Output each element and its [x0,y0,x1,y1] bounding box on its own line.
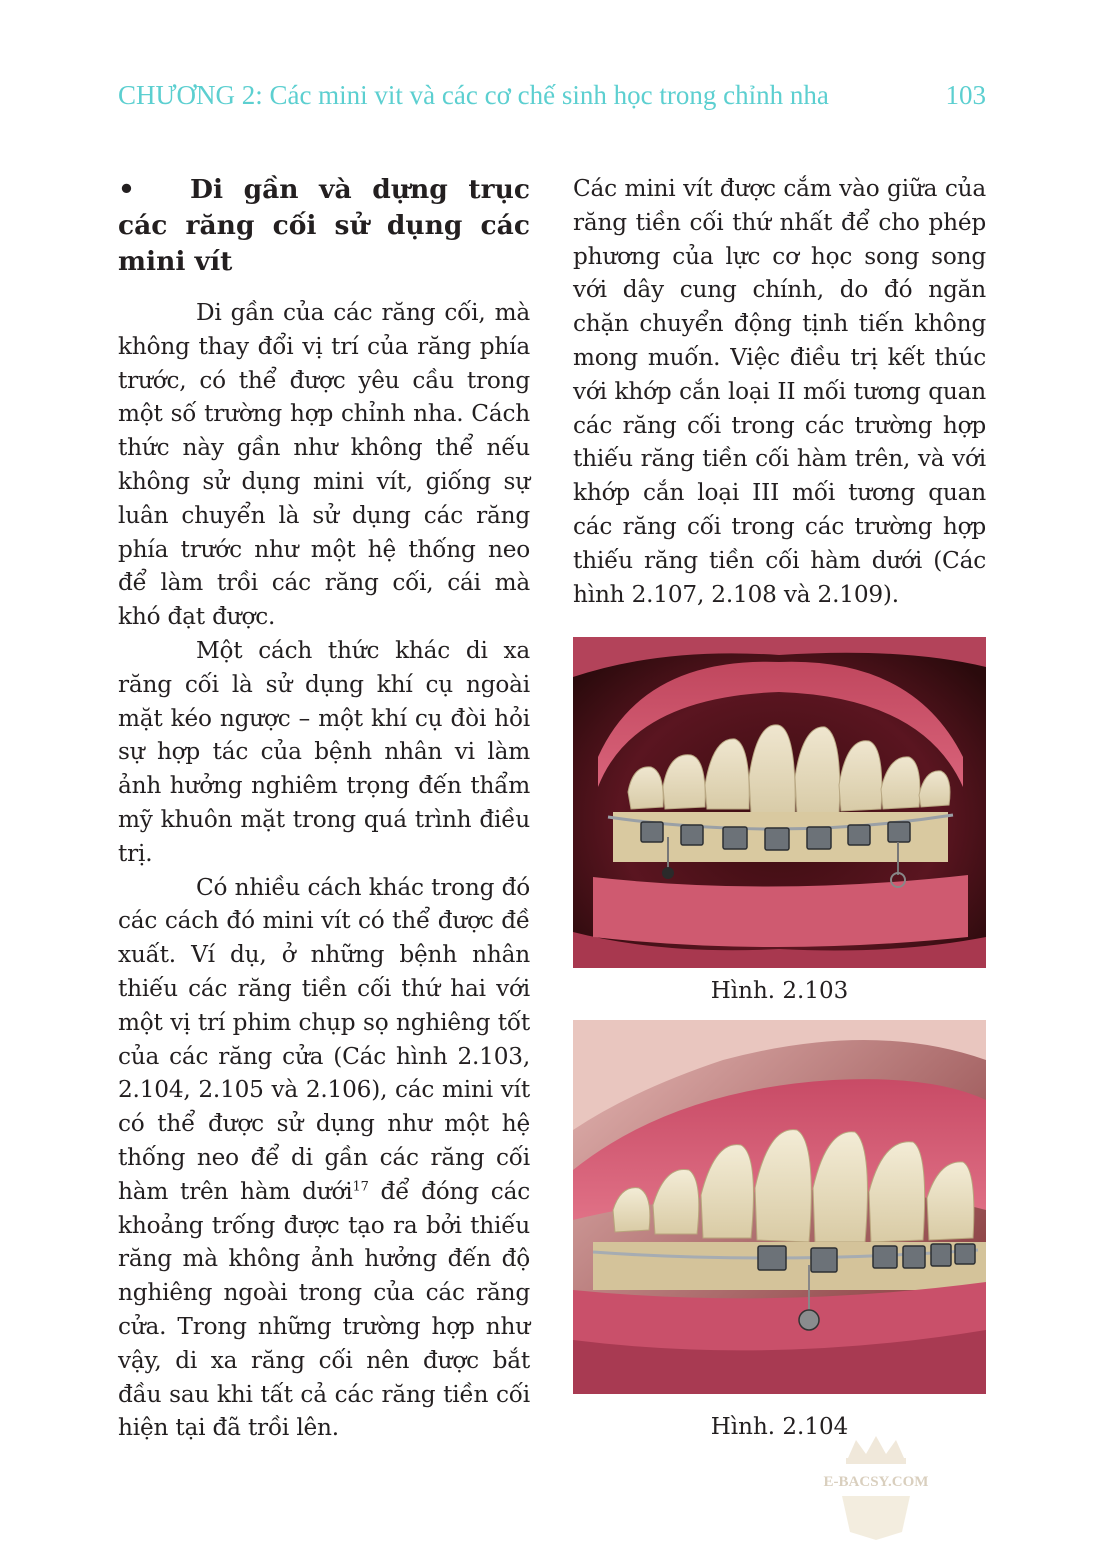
paragraph-3-part-b: để đóng các khoảng trống được tạo ra bởi thiếu răng mà không ảnh hưởng đến độ nghiêng ngoài trong của các răng cửa. Trong những trường hợp như vậy, di xa răng cối nên được bắt đầu sau khi tất cả các răng tiền cối hiện tại đã trồi lên. [118,1177,530,1442]
paragraph-1: Di gần của các răng cối, mà không thay đổi vị trí của răng phía trước, có thể được yêu cầu trong một số trường hợp chỉnh nha. Cách thức này gần như không thể nếu không sử dụng mini vít, giống sự luân chuyển là sử dụng các răng phía trước như một hệ thống neo để làm trồi các răng cối, cái mà khó đạt được. [118,299,530,631]
paragraph-3 [118,871,530,1446]
section-heading-text: Di gần và dựng trục các răng cối sử dụng các mini vít [118,174,530,277]
lateral-teeth-photo [573,1020,986,1394]
figure-2-104-caption: Hình. 2.104 [710,1414,849,1440]
running-header [118,80,986,120]
chapter-title: CHƯƠNG 2: Các mini vit và các cơ chế sinh học trong chỉnh nha [118,80,829,110]
figure-2-103-photo [573,637,986,968]
watermark-text: E-BACSY.COM [823,1474,929,1490]
right-column [573,172,986,611]
frontal-teeth-photo [573,637,986,968]
left-column [118,172,530,1445]
watermark-logo [822,1432,930,1542]
paragraph-4: Các mini vít được cắm vào giữa của răng tiền cối thứ nhất để cho phép phương của lực cơ học song song với dây cung chính, do đó ngăn chặn chuyển động tịnh tiến không mong muốn. Việc điều trị kết thúc với khớp cắn loại II mối tương quan các răng cối trong các trường hợp thiếu răng tiền cối hàm trên, và với khớp cắn loại III mối tương quan các răng cối trong các trường hợp thiếu răng tiền cối hàm dưới (Các hình 2.107, 2.108 và 2.109). [573,175,986,608]
section-heading [118,172,530,280]
figure-2-104-photo [573,1020,986,1394]
footnote-ref: 17 [352,1178,369,1194]
paragraph-3-part-a: Có nhiều cách khác trong đó các cách đó mini vít có thể được đề xuất. Ví dụ, ở những bệnh nhân thiếu các răng tiền cối thứ hai với một vị trí phim chụp sọ nghiêng tốt của các răng cửa (Các hình 2.103, 2.104, 2.105 và 2.106), các mini vít có thể được sử dụng như một hệ thống neo để di gần các răng cối hàm trên hàm dưới [118,873,530,1205]
paragraph-2: Một cách thức khác di xa răng cối là sử dụng khí cụ ngoài mặt kéo ngược – một khí cụ đòi hỏi sự hợp tác của bệnh nhân vi làm ảnh hưởng nghiêm trọng đến thẩm mỹ khuôn mặt trong quá trình điều trị. [118,636,530,867]
page-number: 103 [945,80,986,110]
bullet-icon: • [118,174,135,205]
figure-2-103-caption: Hình. 2.103 [710,978,849,1004]
